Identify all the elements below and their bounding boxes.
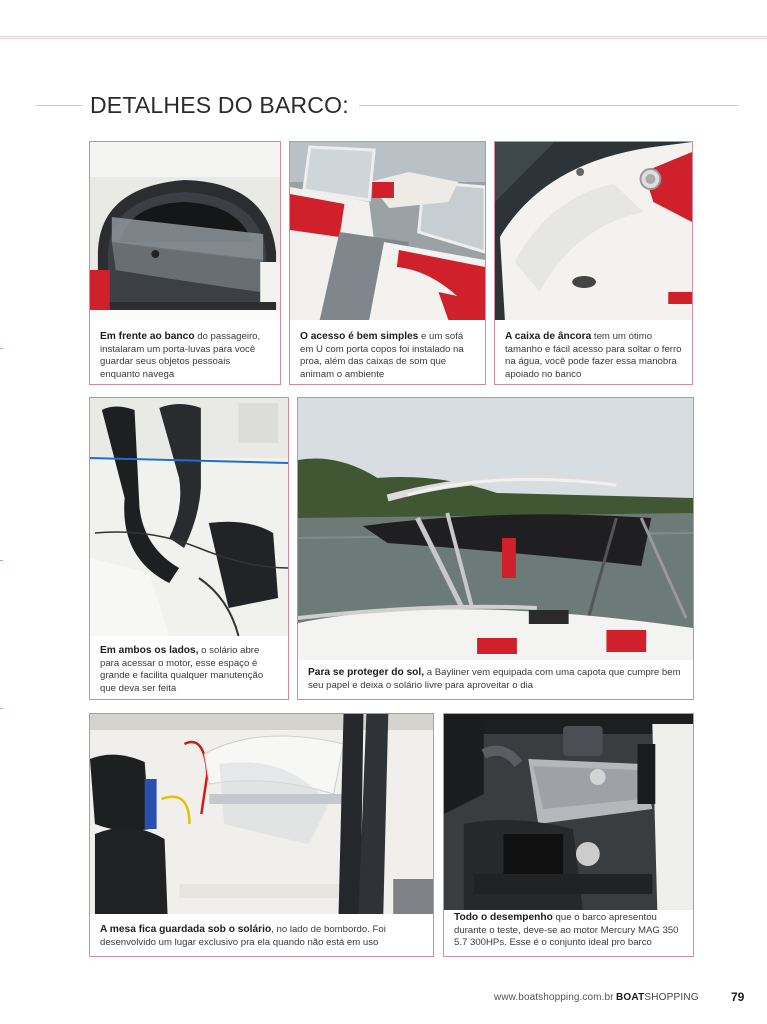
caption-text: e um sofá em U com porta copos foi instalado na proa, além das caixas de som que animam o ambiente	[300, 331, 464, 380]
caption-engine	[454, 912, 685, 950]
caption-lead: Para se proteger do sol,	[308, 667, 425, 678]
card-engine	[443, 713, 694, 957]
card-glove-box	[89, 141, 281, 385]
section-header	[36, 90, 738, 120]
photo-anchor-locker	[495, 142, 692, 320]
caption-lead: Em frente ao banco	[100, 331, 195, 342]
title-rule-left	[36, 105, 82, 106]
caption-text: que o barco apresentou durante o teste, deve-se ao motor Mercury MAG 350 5.7 300HPs. Esse é o conjunto ideal pro barco	[454, 912, 679, 948]
card-bow-seating	[289, 141, 486, 385]
caption-bimini-top	[308, 667, 685, 692]
caption-text: tem um ótimo tamanho e fácil acesso para soltar o ferro na água, você pode fazer essa manobra apoiado no banco	[505, 331, 682, 380]
caption-glove-box	[100, 331, 272, 381]
photo-engine-access	[90, 398, 288, 636]
page-footer	[0, 990, 767, 1006]
brand-bold: BOAT	[616, 992, 645, 1003]
caption-anchor-locker	[505, 331, 684, 381]
page-number: 79	[731, 990, 745, 1004]
title-rule-right	[359, 105, 738, 106]
photo-bimini-top	[298, 398, 693, 660]
card-anchor-locker	[494, 141, 693, 385]
caption-engine-access	[100, 645, 280, 695]
caption-lead: Em ambos os lados,	[100, 645, 199, 656]
photo-table-storage	[90, 714, 433, 914]
card-bimini-top	[297, 397, 694, 700]
caption-lead: A caixa de âncora	[505, 331, 592, 342]
section-title: DETALHES DO BARCO:	[90, 91, 349, 118]
footer-url[interactable]: www.boatshopping.com.br	[494, 992, 614, 1003]
footer-brand	[616, 992, 699, 1003]
caption-bow-seating	[300, 331, 477, 381]
caption-lead: A mesa fica guardada sob o solário	[100, 924, 272, 935]
caption-table-storage	[100, 924, 425, 949]
photo-glove-box	[90, 142, 280, 320]
caption-lead: O acesso é bem simples	[300, 331, 419, 342]
caption-text: o solário abre para acessar o motor, esse espaço é grande e facilita qualquer manutenção que deva ser feita	[100, 645, 264, 694]
caption-text: a Bayliner vem equipada com uma capota que cumpre bem seu papel e deixa o solário livre para aproveitar o dia	[308, 667, 681, 691]
top-rule	[0, 36, 767, 39]
brand-rest: SHOPPING	[644, 992, 699, 1003]
photo-bow-seating	[290, 142, 485, 320]
caption-lead: Todo o desempenho	[454, 912, 553, 923]
card-engine-access	[89, 397, 289, 700]
photo-engine	[444, 714, 693, 910]
caption-text: , no lado de bombordo. Foi desenvolvido um lugar exclusivo pra ela quando não está em uso	[100, 924, 386, 948]
card-table-storage	[89, 713, 434, 957]
caption-text: do passageiro, instalaram um porta-luvas para você guardar seus objetos pessoais enquanto navega	[100, 331, 261, 380]
